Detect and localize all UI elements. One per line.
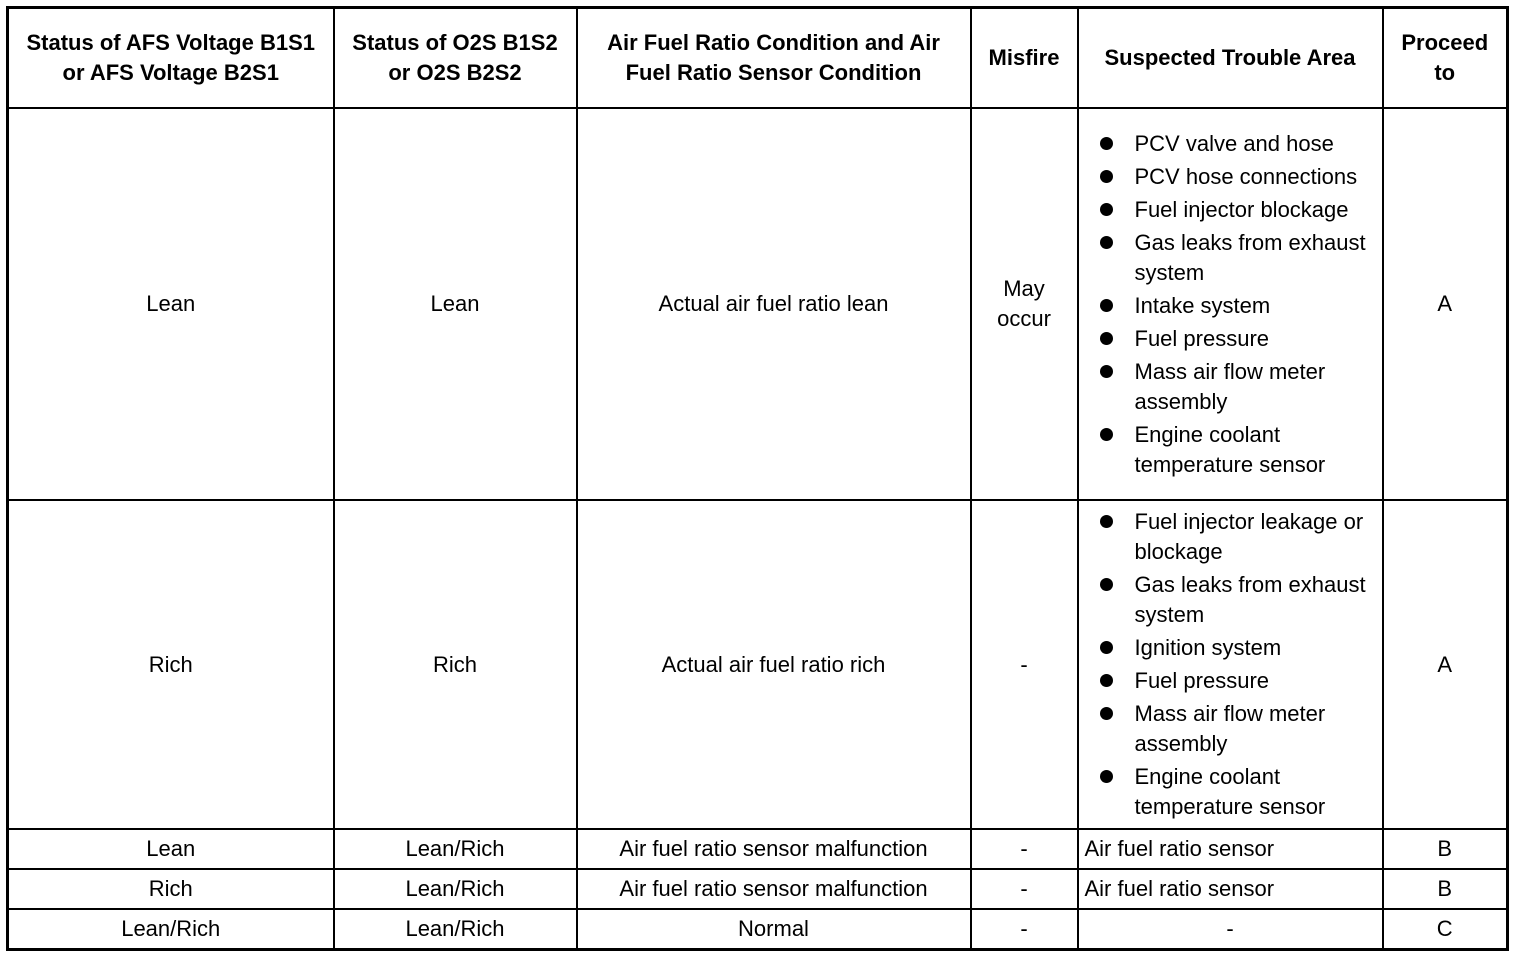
cell-proceed: B bbox=[1383, 869, 1508, 909]
cell-suspected-area: - bbox=[1078, 909, 1383, 950]
header-afs-voltage: Status of AFS Voltage B1S1 or AFS Voltage B2S1 bbox=[8, 8, 334, 109]
cell-o2s: Lean/Rich bbox=[334, 909, 577, 950]
cell-afs: Rich bbox=[8, 869, 334, 909]
table-row bbox=[8, 500, 1508, 829]
list-item bbox=[1099, 570, 1378, 630]
list-item bbox=[1099, 162, 1378, 192]
trouble-area-text: Engine coolant temperature sensor bbox=[1134, 421, 1326, 477]
cell-suspected-area bbox=[1078, 500, 1383, 829]
cell-proceed: A bbox=[1383, 108, 1508, 500]
trouble-area-text: Fuel injector leakage or blockage bbox=[1134, 509, 1364, 564]
table-row bbox=[8, 108, 1508, 500]
list-item bbox=[1099, 195, 1378, 225]
table-row bbox=[8, 869, 1508, 909]
cell-condition: Actual air fuel ratio rich bbox=[577, 500, 971, 829]
bullet-icon bbox=[1100, 770, 1113, 783]
list-item bbox=[1099, 666, 1378, 696]
cell-afs: Rich bbox=[8, 500, 334, 829]
cell-afs: Lean bbox=[8, 829, 334, 869]
header-misfire: Misfire bbox=[971, 8, 1078, 109]
header-row bbox=[8, 8, 1508, 109]
trouble-area-text: Mass air flow meter assembly bbox=[1134, 358, 1326, 414]
diagnostic-table bbox=[6, 6, 1509, 951]
header-proceed-to: Proceed to bbox=[1383, 8, 1508, 109]
bullet-icon bbox=[1100, 203, 1113, 216]
cell-condition: Actual air fuel ratio lean bbox=[577, 108, 971, 500]
bullet-icon bbox=[1100, 170, 1113, 183]
list-item bbox=[1099, 357, 1378, 417]
bullet-icon bbox=[1100, 137, 1113, 150]
bullet-icon bbox=[1100, 707, 1113, 720]
cell-misfire: - bbox=[971, 869, 1078, 909]
cell-afs: Lean bbox=[8, 108, 334, 500]
cell-proceed: A bbox=[1383, 500, 1508, 829]
cell-proceed: B bbox=[1383, 829, 1508, 869]
header-o2s-status: Status of O2S B1S2 or O2S B2S2 bbox=[334, 8, 577, 109]
cell-o2s: Lean/Rich bbox=[334, 869, 577, 909]
trouble-area-text: Mass air flow meter assembly bbox=[1134, 701, 1326, 756]
cell-misfire: - bbox=[971, 829, 1078, 869]
cell-suspected-area bbox=[1078, 108, 1383, 500]
trouble-area-text: PCV valve and hose bbox=[1134, 130, 1334, 156]
trouble-area-text: Gas leaks from exhaust system bbox=[1134, 572, 1366, 627]
list-item bbox=[1099, 291, 1378, 321]
bullet-icon bbox=[1100, 299, 1113, 312]
table-row bbox=[8, 829, 1508, 869]
header-suspected-area: Suspected Trouble Area bbox=[1078, 8, 1383, 109]
trouble-area-text: Intake system bbox=[1134, 292, 1271, 318]
cell-misfire: - bbox=[971, 500, 1078, 829]
bullet-icon bbox=[1100, 515, 1113, 528]
bullet-icon bbox=[1100, 365, 1113, 378]
list-item bbox=[1099, 699, 1378, 759]
trouble-area-text: Fuel pressure bbox=[1134, 325, 1270, 351]
bullet-icon bbox=[1100, 428, 1113, 441]
cell-misfire: May occur bbox=[971, 108, 1078, 500]
trouble-area-text: Fuel injector blockage bbox=[1134, 196, 1349, 222]
trouble-area-text: Gas leaks from exhaust system bbox=[1134, 229, 1366, 285]
diagnostic-table-container bbox=[6, 6, 1509, 951]
cell-o2s: Rich bbox=[334, 500, 577, 829]
list-item bbox=[1099, 762, 1378, 822]
cell-condition: Normal bbox=[577, 909, 971, 950]
cell-o2s: Lean bbox=[334, 108, 577, 500]
cell-condition: Air fuel ratio sensor malfunction bbox=[577, 829, 971, 869]
list-item bbox=[1099, 633, 1378, 663]
trouble-area-text: Engine coolant temperature sensor bbox=[1134, 764, 1326, 819]
cell-afs: Lean/Rich bbox=[8, 909, 334, 950]
bullet-icon bbox=[1100, 236, 1113, 249]
trouble-area-list bbox=[1099, 129, 1378, 480]
list-item bbox=[1099, 507, 1378, 567]
bullet-icon bbox=[1100, 578, 1113, 591]
bullet-icon bbox=[1100, 641, 1113, 654]
cell-suspected-area: Air fuel ratio sensor bbox=[1078, 869, 1383, 909]
bullet-icon bbox=[1100, 332, 1113, 345]
trouble-area-text: PCV hose connections bbox=[1134, 163, 1358, 189]
table-row bbox=[8, 909, 1508, 950]
list-item bbox=[1099, 129, 1378, 159]
bullet-icon bbox=[1100, 674, 1113, 687]
list-item bbox=[1099, 420, 1378, 480]
trouble-area-text: Fuel pressure bbox=[1134, 668, 1270, 693]
list-item bbox=[1099, 228, 1378, 288]
list-item bbox=[1099, 324, 1378, 354]
cell-condition: Air fuel ratio sensor malfunction bbox=[577, 869, 971, 909]
cell-proceed: C bbox=[1383, 909, 1508, 950]
cell-suspected-area: Air fuel ratio sensor bbox=[1078, 829, 1383, 869]
cell-o2s: Lean/Rich bbox=[334, 829, 577, 869]
header-air-fuel-condition: Air Fuel Ratio Condition and Air Fuel Ratio Sensor Condition bbox=[577, 8, 971, 109]
cell-misfire: - bbox=[971, 909, 1078, 950]
trouble-area-text: Ignition system bbox=[1134, 635, 1282, 660]
trouble-area-list bbox=[1099, 507, 1378, 822]
